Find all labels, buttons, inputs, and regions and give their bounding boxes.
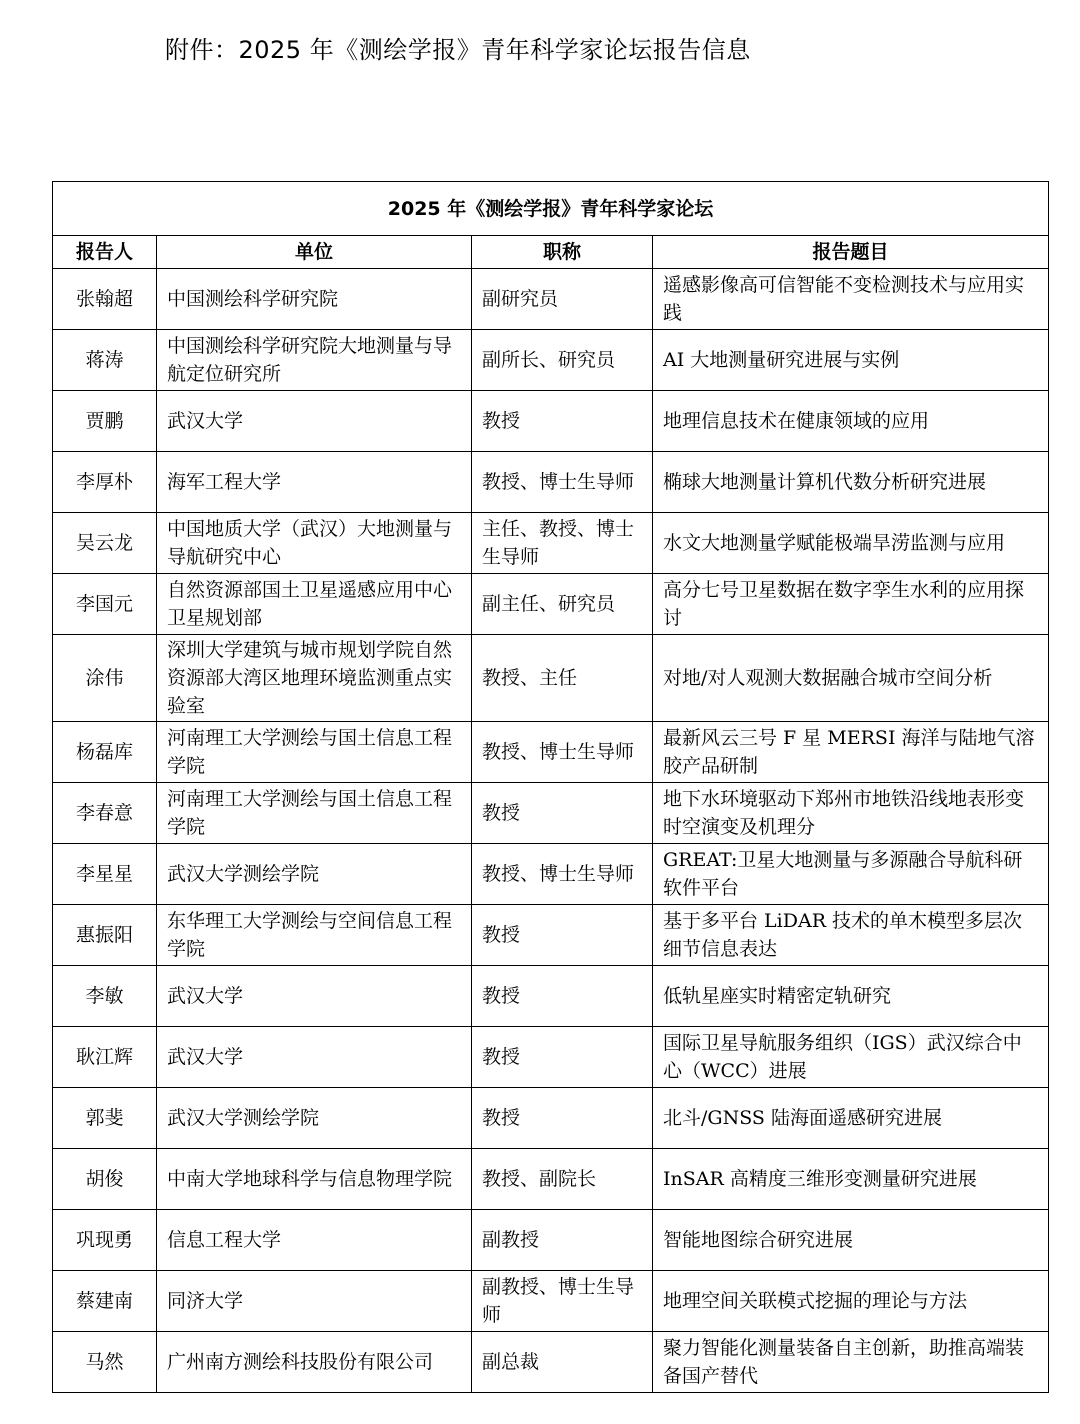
speaker-name: 李星星 — [53, 844, 157, 905]
speaker-rank: 教授、博士生导师 — [472, 844, 653, 905]
table-row — [53, 722, 1049, 783]
speaker-unit: 同济大学 — [157, 1271, 472, 1332]
table-row — [53, 844, 1049, 905]
speaker-rank: 教授 — [472, 391, 653, 452]
speaker-unit: 海军工程大学 — [157, 452, 472, 513]
speaker-rank: 主任、教授、博士生导师 — [472, 513, 653, 574]
speaker-name: 张翰超 — [53, 269, 157, 330]
table-title: 2025 年《测绘学报》青年科学家论坛 — [53, 182, 1049, 236]
speaker-rank: 教授 — [472, 1088, 653, 1149]
header-topic: 报告题目 — [653, 236, 1049, 269]
report-topic: 椭球大地测量计算机代数分析研究进展 — [653, 452, 1049, 513]
header-unit: 单位 — [157, 236, 472, 269]
table-row — [53, 1027, 1049, 1088]
speaker-rank: 教授 — [472, 1027, 653, 1088]
speaker-unit: 河南理工大学测绘与国土信息工程学院 — [157, 722, 472, 783]
speaker-rank: 副教授 — [472, 1210, 653, 1271]
speaker-name: 贾鹏 — [53, 391, 157, 452]
speaker-unit: 信息工程大学 — [157, 1210, 472, 1271]
speaker-rank: 副总裁 — [472, 1332, 653, 1393]
speaker-unit: 武汉大学 — [157, 1027, 472, 1088]
speaker-unit: 武汉大学测绘学院 — [157, 1088, 472, 1149]
report-topic: 北斗/GNSS 陆海面遥感研究进展 — [653, 1088, 1049, 1149]
speaker-rank: 教授 — [472, 905, 653, 966]
report-topic: 基于多平台 LiDAR 技术的单木模型多层次细节信息表达 — [653, 905, 1049, 966]
speaker-unit: 武汉大学 — [157, 966, 472, 1027]
speaker-unit: 武汉大学 — [157, 391, 472, 452]
speaker-name: 耿江辉 — [53, 1027, 157, 1088]
table-row — [53, 966, 1049, 1027]
speaker-name: 李厚朴 — [53, 452, 157, 513]
report-topic: 低轨星座实时精密定轨研究 — [653, 966, 1049, 1027]
speaker-rank: 教授、主任 — [472, 635, 653, 722]
speaker-unit: 武汉大学测绘学院 — [157, 844, 472, 905]
speaker-unit: 深圳大学建筑与城市规划学院自然资源部大湾区地理环境监测重点实验室 — [157, 635, 472, 722]
speaker-rank: 副所长、研究员 — [472, 330, 653, 391]
attachment-title: 附件：2025 年《测绘学报》青年科学家论坛报告信息 — [165, 36, 751, 64]
speaker-rank: 副教授、博士生导师 — [472, 1271, 653, 1332]
speaker-name: 巩现勇 — [53, 1210, 157, 1271]
table-row — [53, 391, 1049, 452]
report-topic: InSAR 高精度三维形变测量研究进展 — [653, 1149, 1049, 1210]
speaker-name: 李国元 — [53, 574, 157, 635]
speaker-unit: 中国测绘科学研究院大地测量与导航定位研究所 — [157, 330, 472, 391]
table-row — [53, 1271, 1049, 1332]
speaker-unit: 自然资源部国土卫星遥感应用中心卫星规划部 — [157, 574, 472, 635]
report-topic: 遥感影像高可信智能不变检测技术与应用实践 — [653, 269, 1049, 330]
speaker-unit: 中国地质大学（武汉）大地测量与导航研究中心 — [157, 513, 472, 574]
speaker-unit: 中国测绘科学研究院 — [157, 269, 472, 330]
speaker-rank: 教授 — [472, 966, 653, 1027]
report-topic: 最新风云三号 F 星 MERSI 海洋与陆地气溶胶产品研制 — [653, 722, 1049, 783]
report-topic: 智能地图综合研究进展 — [653, 1210, 1049, 1271]
report-topic: AI 大地测量研究进展与实例 — [653, 330, 1049, 391]
table-row — [53, 905, 1049, 966]
table-row — [53, 1149, 1049, 1210]
table-row — [53, 330, 1049, 391]
report-topic: 地理空间关联模式挖掘的理论与方法 — [653, 1271, 1049, 1332]
speaker-name: 蔡建南 — [53, 1271, 157, 1332]
speaker-name: 惠振阳 — [53, 905, 157, 966]
speaker-unit: 东华理工大学测绘与空间信息工程学院 — [157, 905, 472, 966]
speaker-name: 李春意 — [53, 783, 157, 844]
report-topic: 国际卫星导航服务组织（IGS）武汉综合中心（WCC）进展 — [653, 1027, 1049, 1088]
speaker-name: 李敏 — [53, 966, 157, 1027]
speaker-name: 杨磊库 — [53, 722, 157, 783]
forum-report-table — [52, 181, 1049, 1393]
speaker-name: 马然 — [53, 1332, 157, 1393]
header-speaker: 报告人 — [53, 236, 157, 269]
speaker-name: 郭斐 — [53, 1088, 157, 1149]
table-row — [53, 1088, 1049, 1149]
table-row — [53, 452, 1049, 513]
report-topic: 高分七号卫星数据在数字孪生水利的应用探讨 — [653, 574, 1049, 635]
speaker-name: 胡俊 — [53, 1149, 157, 1210]
speaker-unit: 河南理工大学测绘与国土信息工程学院 — [157, 783, 472, 844]
speaker-unit: 广州南方测绘科技股份有限公司 — [157, 1332, 472, 1393]
speaker-name: 蒋涛 — [53, 330, 157, 391]
report-topic: 水文大地测量学赋能极端旱涝监测与应用 — [653, 513, 1049, 574]
speaker-rank: 教授、博士生导师 — [472, 452, 653, 513]
header-rank: 职称 — [472, 236, 653, 269]
speaker-rank: 副主任、研究员 — [472, 574, 653, 635]
table-row — [53, 635, 1049, 722]
table-row — [53, 1210, 1049, 1271]
table-row — [53, 783, 1049, 844]
report-topic: 聚力智能化测量装备自主创新，助推高端装备国产替代 — [653, 1332, 1049, 1393]
report-topic: 地下水环境驱动下郑州市地铁沿线地表形变时空演变及机理分 — [653, 783, 1049, 844]
report-topic: 地理信息技术在健康领域的应用 — [653, 391, 1049, 452]
speaker-rank: 教授、副院长 — [472, 1149, 653, 1210]
speaker-name: 涂伟 — [53, 635, 157, 722]
table-row — [53, 513, 1049, 574]
speaker-rank: 副研究员 — [472, 269, 653, 330]
report-topic: 对地/对人观测大数据融合城市空间分析 — [653, 635, 1049, 722]
speaker-name: 吴云龙 — [53, 513, 157, 574]
table-row — [53, 269, 1049, 330]
speaker-unit: 中南大学地球科学与信息物理学院 — [157, 1149, 472, 1210]
speaker-rank: 教授 — [472, 783, 653, 844]
table-row — [53, 574, 1049, 635]
report-topic: GREAT:卫星大地测量与多源融合导航科研软件平台 — [653, 844, 1049, 905]
table-row — [53, 1332, 1049, 1393]
speaker-rank: 教授、博士生导师 — [472, 722, 653, 783]
